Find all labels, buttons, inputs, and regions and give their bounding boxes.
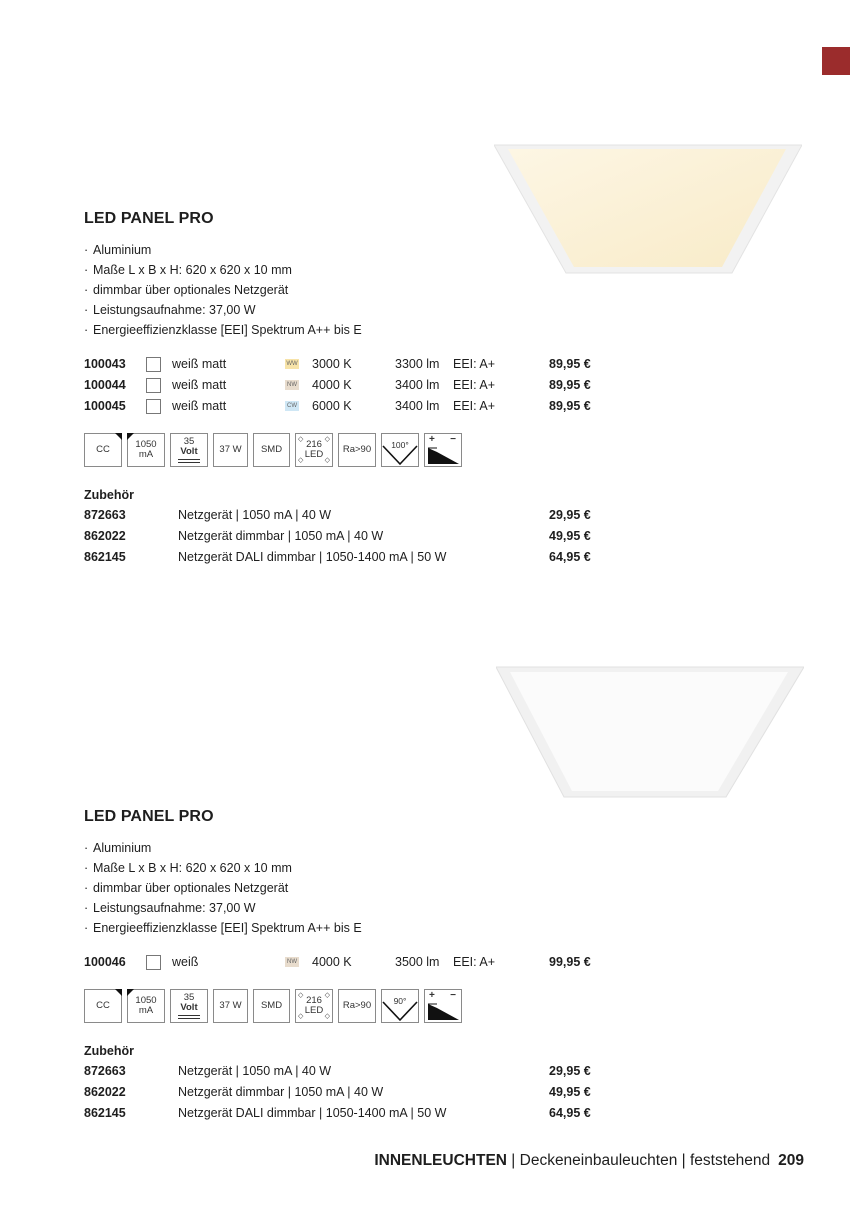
current-icon: 1050 mA bbox=[127, 433, 165, 467]
article-number: 862022 bbox=[84, 1085, 126, 1099]
color-rendering-icon: Ra>90 bbox=[338, 989, 376, 1023]
article-number: 862145 bbox=[84, 1106, 126, 1120]
feature-item: · Aluminium bbox=[84, 841, 152, 855]
feature-item: · Leistungsaufnahme: 37,00 W bbox=[84, 901, 256, 915]
color-rendering-icon: Ra>90 bbox=[338, 433, 376, 467]
footer-type: feststehend bbox=[689, 1152, 771, 1169]
energy-class: EEI: A+ bbox=[453, 357, 496, 371]
feature-item: · Aluminium bbox=[84, 243, 152, 257]
finish: weiß matt bbox=[172, 378, 227, 392]
accessory-row bbox=[84, 1103, 784, 1124]
feature-item: · dimmbar über optionales Netzgerät bbox=[84, 881, 289, 895]
accessory-row bbox=[84, 1061, 784, 1082]
footer-category: INNENLEUCHTEN bbox=[374, 1152, 507, 1169]
price: 89,95 € bbox=[549, 357, 591, 371]
article-number: 872663 bbox=[84, 1064, 126, 1078]
luminous-flux: 3400 lm bbox=[395, 378, 440, 392]
variant-row bbox=[84, 396, 784, 417]
smd-icon: SMD bbox=[253, 989, 290, 1023]
accessory-row bbox=[84, 1082, 784, 1103]
light-color-badge: NW bbox=[287, 959, 297, 965]
dimmable-icon: + − bbox=[424, 433, 462, 467]
finish: weiß matt bbox=[172, 399, 227, 413]
price: 89,95 € bbox=[549, 399, 591, 413]
article-number: 862022 bbox=[84, 529, 126, 543]
feature-item: · Energieeffizienzklasse [EEI] Spektrum A++ bis E bbox=[84, 921, 362, 935]
feature-list bbox=[84, 838, 784, 938]
product-section-1 bbox=[84, 210, 784, 568]
accessory-row bbox=[84, 526, 784, 547]
constant-current-icon: CC bbox=[84, 433, 122, 467]
luminous-flux: 3300 lm bbox=[395, 357, 440, 371]
light-color-badge: NW bbox=[287, 382, 297, 388]
color-temperature: 4000 K bbox=[312, 955, 352, 969]
voltage-icon: 35 Volt bbox=[170, 433, 208, 467]
product-title: LED PANEL PRO bbox=[84, 808, 214, 825]
feature-item: · dimmbar über optionales Netzgerät bbox=[84, 283, 289, 297]
luminous-flux: 3400 lm bbox=[395, 399, 440, 413]
article-number: 100043 bbox=[84, 357, 126, 371]
footer-subcategory: Deckeneinbauleuchten bbox=[519, 1152, 678, 1169]
accessories-title: Zubehör bbox=[84, 1044, 134, 1058]
color-temperature: 4000 K bbox=[312, 378, 352, 392]
feature-list bbox=[84, 240, 784, 340]
order-checkbox[interactable] bbox=[146, 378, 161, 393]
energy-class: EEI: A+ bbox=[453, 399, 496, 413]
accessories-title: Zubehör bbox=[84, 488, 134, 502]
price: 99,95 € bbox=[549, 955, 591, 969]
energy-class: EEI: A+ bbox=[453, 378, 496, 392]
price: 49,95 € bbox=[549, 529, 591, 543]
article-number: 100045 bbox=[84, 399, 126, 413]
variant-table bbox=[84, 952, 784, 973]
dimmable-icon: + − bbox=[424, 989, 462, 1023]
accessory-description: Netzgerät dimmbar | 1050 mA | 40 W bbox=[178, 529, 384, 543]
beam-angle-icon: 100° bbox=[381, 433, 419, 467]
wattage-icon: 37 W bbox=[213, 433, 248, 467]
feature-item: · Maße L x B x H: 620 x 620 x 10 mm bbox=[84, 263, 292, 277]
voltage-icon: 35 Volt bbox=[170, 989, 208, 1023]
constant-current-icon: CC bbox=[84, 989, 122, 1023]
accessory-row bbox=[84, 505, 784, 526]
footer-separator: | bbox=[506, 1152, 520, 1169]
price: 64,95 € bbox=[549, 550, 591, 564]
accessory-description: Netzgerät DALI dimmbar | 1050-1400 mA | 50 W bbox=[178, 1106, 447, 1120]
spec-icon-row bbox=[84, 433, 784, 469]
accessory-description: Netzgerät | 1050 mA | 40 W bbox=[178, 1064, 332, 1078]
spec-icon-row bbox=[84, 989, 784, 1025]
price: 29,95 € bbox=[549, 1064, 591, 1078]
wattage-icon: 37 W bbox=[213, 989, 248, 1023]
beam-angle-icon: 90° bbox=[381, 989, 419, 1023]
product-image-led-panel-neutral bbox=[496, 665, 804, 799]
led-count-icon: ◇ ◇ ◇ ◇ 216 LED bbox=[295, 989, 333, 1023]
smd-icon: SMD bbox=[253, 433, 290, 467]
price: 64,95 € bbox=[549, 1106, 591, 1120]
order-checkbox[interactable] bbox=[146, 955, 161, 970]
price: 89,95 € bbox=[549, 378, 591, 392]
color-temperature: 6000 K bbox=[312, 399, 352, 413]
finish: weiß matt bbox=[172, 357, 227, 371]
article-number: 872663 bbox=[84, 508, 126, 522]
luminous-flux: 3500 lm bbox=[395, 955, 440, 969]
accessory-description: Netzgerät DALI dimmbar | 1050-1400 mA | 50 W bbox=[178, 550, 447, 564]
led-count-icon: ◇ ◇ ◇ ◇ 216 LED bbox=[295, 433, 333, 467]
current-icon: 1050 mA bbox=[127, 989, 165, 1023]
light-color-badge: WW bbox=[286, 361, 298, 367]
order-checkbox[interactable] bbox=[146, 399, 161, 414]
price: 49,95 € bbox=[549, 1085, 591, 1099]
variant-row bbox=[84, 952, 784, 973]
order-checkbox[interactable] bbox=[146, 357, 161, 372]
variant-table bbox=[84, 354, 784, 417]
feature-item: · Energieeffizienzklasse [EEI] Spektrum A++ bis E bbox=[84, 323, 362, 337]
light-color-badge: CW bbox=[287, 403, 297, 409]
accessory-description: Netzgerät | 1050 mA | 40 W bbox=[178, 508, 332, 522]
variant-row bbox=[84, 354, 784, 375]
page-footer bbox=[374, 1152, 804, 1170]
article-number: 862145 bbox=[84, 550, 126, 564]
feature-item: · Maße L x B x H: 620 x 620 x 10 mm bbox=[84, 861, 292, 875]
variant-row bbox=[84, 375, 784, 396]
page-number: 209 bbox=[778, 1152, 804, 1169]
price: 29,95 € bbox=[549, 508, 591, 522]
accessory-row bbox=[84, 547, 784, 568]
accessory-description: Netzgerät dimmbar | 1050 mA | 40 W bbox=[178, 1085, 384, 1099]
product-section-2 bbox=[84, 808, 784, 1124]
footer-separator: | bbox=[677, 1152, 690, 1169]
product-title: LED PANEL PRO bbox=[84, 210, 214, 227]
energy-class: EEI: A+ bbox=[453, 955, 496, 969]
color-temperature: 3000 K bbox=[312, 357, 352, 371]
article-number: 100044 bbox=[84, 378, 126, 392]
feature-item: · Leistungsaufnahme: 37,00 W bbox=[84, 303, 256, 317]
chapter-tab-marker bbox=[822, 47, 850, 75]
finish: weiß bbox=[172, 955, 199, 969]
article-number: 100046 bbox=[84, 955, 126, 969]
